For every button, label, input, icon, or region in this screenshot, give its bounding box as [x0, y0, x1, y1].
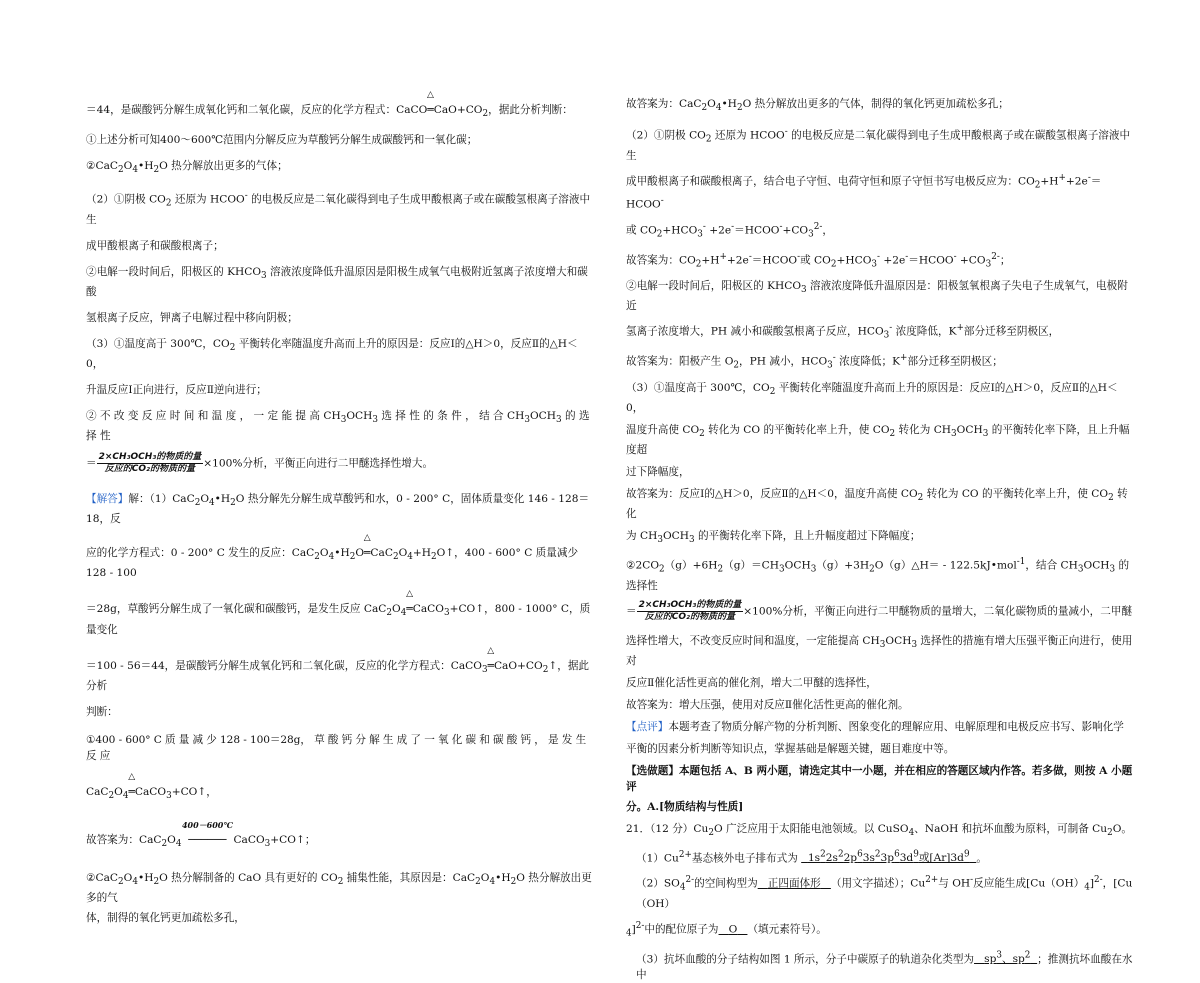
paragraph: $CaC_2O_4$ △ ═CaCO$_3$+CO↑， [86, 771, 217, 801]
paragraph: ② 不 改 变 反 应 时 间 和 温 度 ， 一 定 能 提 高 $CH_3OCH_3$ 选 择 性 的 条 件 ， 结 合 $CH_3OCH_3$ 的 选 择 性 [86, 410, 590, 443]
question-part: $_4$]$^{2-}$中的配位原子为 O （填元素符号）。 [626, 921, 827, 939]
paragraph: $②CaC_2O_4•H_2O$ 热分解制备的 CaO 具有更好的 $CO_2$ 捕集性能，其原因是：$CaC_2O_4•H_2O$ 热分解放出更多的气 [86, 871, 592, 904]
paragraph: 故答案为：$CaC_2O_4$ 400－600℃ ────── CaCO$_3$+CO↑； [86, 819, 316, 849]
paragraph: （3）①温度高于 300℃，$CO_2$ 平衡转化率随温度升高而上升的原因是：反应Ⅰ的△H＞0，反应Ⅱ的△H＜0， [626, 381, 1118, 414]
paragraph: ＝28g，草酸钙分解生成了一氧化碳和碳酸钙，是发生反应 $CaC_2O_4$ △ ═CaCO$_3$+CO↑，800 - 1000° C，质量变化 [86, 589, 591, 636]
section-heading: 【选做题】本题包括 A、B 两小题，请选定其中一小题，并在相应的答题区域内作答。若多做，则按 A 小题评 [626, 764, 1133, 793]
left-column [86, 92, 594, 926]
paragraph: 或 $CO_2+HCO_3^-$ $+2e^-=HCOO^-+CO_3^{2-}$， [626, 221, 833, 240]
paragraph: ②电解一段时间后，阳极区的 $KHCO_3$ 溶液浓度降低升温原因是阳极生成氧气电极附近氢离子浓度增大和碳酸 [86, 265, 588, 298]
paragraph: 故答案为：$CaC_2O_4•H_2O$ 热分解放出更多的气体，制得的氧化钙更加疏松多孔； [626, 98, 1009, 114]
paragraph: ＝ $\frac{\text{2×CH₃OCH₃的物质的量}}{\text{反应的CO₂的物质的量}}$ ×100%分析，平衡正向进行二甲醚选择性增大。 [86, 452, 434, 475]
reaction-condition: 400－600℃ [181, 819, 233, 830]
paragraph: 判断： [86, 705, 118, 718]
heat-symbol: △ [128, 771, 136, 782]
comment-tag: 【点评】 [626, 720, 669, 733]
question-part: （3）抗坏血酸的分子结构如图 1 所示，分子中碳原子的轨道杂化类型为 $sp^3$、$sp^2$ ；推测抗坏血酸在水中 [636, 950, 1133, 982]
paragraph: 氢离子浓度增大，PH 减小和碳酸氢根离子反应，$HCO_3^-$ 浓度降低，K+部分迁移至阴极区， [626, 323, 1060, 341]
paragraph: 升温反应Ⅰ正向进行，反应Ⅱ逆向进行； [86, 384, 267, 397]
heat-symbol: △ [427, 90, 434, 100]
paragraph: 反应Ⅱ催化活性更高的催化剂，增大二甲醚的选择性， [626, 676, 877, 689]
heat-symbol: △ [406, 589, 413, 600]
paragraph: 为 $CH_3OCH_3$ 的平衡转化率下降，且上升幅度超过下降幅度； [626, 529, 921, 546]
question-stem: 21．（12 分）$Cu_2O$ 广泛应用于太阳能电池领域。以 CuSO$_4$、NaOH 和抗坏血酸为原料，可制备 $Cu_2O$。 [626, 822, 1132, 838]
paragraph: 氢根离子反应，钾离子电解过程中移向阴极； [86, 311, 298, 324]
paragraph: $②2CO_2(g)+6H_2(g)=CH_3OCH_3(g)+3H_2O(g)\triangle H=$ - 122.5kJ•mol$^{-1}$，结合 $CH_3OCH_3$ 的选择性 [626, 557, 1130, 592]
paragraph: 【解答】解：$(1)CaC_2O_4•H_2O$ 热分解先分解生成草酸钙和水，0 - 200° C，固体质量变化 146 - 128＝18，反 [86, 493, 590, 526]
paragraph: （3）①温度高于 300℃，$CO_2$ 平衡转化率随温度升高而上升的原因是：反应Ⅰ的△H＞0，反应Ⅱ的△H＜0， [86, 337, 578, 371]
answer-blank: $1s^22s^22p^63s^23p^63d^9$或$[Ar]3d^9$ [807, 849, 970, 865]
paragraph: ②电解一段时间后，阳极区的 $KHCO_3$ 溶液浓度降低升温原因是：阳极氢氧根离子失电子生成氧气，电极附近 [626, 280, 1128, 313]
question-part: $(1)Cu^{2+}$基态核外电子排布式为 $1s^22s^22p^63s^23p^63d^9$或$[Ar]3d^9$ 。 [636, 849, 987, 865]
right-column [626, 96, 1134, 983]
heat-symbol: △ [487, 645, 495, 656]
answer-blank: 正四面体形 [767, 877, 821, 890]
paragraph: ①400 - 600° C 质 量 减 少 128 - 100＝28g， 草 酸 钙 分 解 生 成 了 一 氧 化 碳 和 碳 酸 钙 ， 是 发 生 反 应 [86, 733, 587, 762]
paragraph: 平衡的因素分析判断等知识点，掌握基础是解题关键，题目难度中等。 [626, 742, 955, 755]
paragraph: 过下降幅度， [626, 465, 690, 478]
heat-symbol: △ [363, 533, 371, 544]
selectivity-fraction: $\frac{\text{2×CH₃OCH₃的物质的量}}{\text{反应的CO₂的物质的量}}$ [98, 452, 202, 475]
paragraph: 成甲酸根离子和碳酸根离子，结合电子守恒、电荷守恒和原子守恒书写电极反应为：$CO_2+H^++2e^-=HCOO^-$ [626, 172, 1102, 211]
selectivity-fraction: $\frac{\text{2×CH₃OCH₃的物质的量}}{\text{反应的CO₂的物质的量}}$ [638, 599, 742, 622]
paragraph: （2）①阴极 $CO_2$ 还原为 HCOO- 的电极反应是二氧化碳得到电子生成甲酸根离子或在碳酸氢根离子溶液中生 [626, 127, 1131, 162]
paragraph: （2）①阴极 $CO_2$ 还原为 HCOO- 的电极反应是二氧化碳得到电子生成甲酸根离子或在碳酸氢根离子溶液中生 [86, 191, 591, 226]
paragraph: 故答案为：阳极产生 $O_2$，PH 减小，$HCO_3^-$ 浓度降低；K+部分迁移至阴极区； [626, 352, 1003, 371]
paragraph: 温度升高使 $CO_2$ 转化为 CO 的平衡转化率上升，使 $CO_2$ 转化为 $CH_3OCH_3$ 的平衡转化率下降，且上升幅度超 [626, 423, 1130, 456]
answer-tag: 【解答】 [86, 493, 129, 506]
answer-blank: O [728, 923, 738, 936]
paragraph: 成甲酸根离子和碳酸根离子； [86, 239, 224, 252]
paragraph: 【点评】本题考查了物质分解产物的分析判断、图象变化的理解应用、电解原理和电极反应书写、影响化学 [626, 720, 1124, 733]
paragraph: 故答案为：$CO_2+H^++2e^-=HCOO^-$或 $CO_2+HCO_3^-$ +2e-＝HCOO- $+CO_3^{2-}$； [626, 251, 1011, 270]
paragraph: 选择性增大，不改变反应时间和温度，一定能提高 $CH_3OCH_3$ 选择性的措施有增大压强平衡正向进行，使用对 [626, 634, 1133, 667]
section-subheading: 分。A.[物质结构与性质] [626, 800, 744, 813]
paragraph: 故答案为：增大压强，使用对反应Ⅱ催化活性更高的催化剂。 [626, 698, 909, 711]
question-part: $(2)SO_4^{2-}$的空间构型为 正四面体形 （用文字描述）；$Cu^{2+}$与 OH-反应能生成$[Cu(OH)_4]^{2-}$，[Cu（OH） [636, 875, 1133, 911]
paragraph: ＝100 - 56＝44，是碳酸钙分解生成氧化钙和二氧化碳，反应的化学方程式：CaCO$_3$ △ $═CaO+CO_2↑$，据此分析 [86, 645, 590, 692]
paragraph: 体，制得的氧化钙更加疏松多孔， [86, 911, 245, 924]
paragraph: 故答案为：反应Ⅰ的△H＞0，反应Ⅱ的△H＜0，温度升高使 $CO_2$ 转化为 CO 的平衡转化率上升，使 $CO_2$ 转化 [626, 487, 1128, 520]
answer-blank: $sp^3$、$sp^2$ [984, 950, 1031, 966]
paragraph: $②CaC_2O_4•H_2O$ 热分解放出更多的气体； [86, 160, 288, 176]
paragraph: 应的化学方程式：0 - 200° C 发生的反应：$CaC_2O_4•H_2O$ △ $═CaC_2O_4+H_2O↑$，400 - 600° C 质量减少 128 - 100 [86, 533, 579, 580]
paragraph: ＝ $\frac{\text{2×CH₃OCH₃的物质的量}}{\text{反应的CO₂的物质的量}}$ ×100%分析，平衡正向进行二甲醚物质的量增大，二氧化碳物质的量减小，二甲醚 [626, 599, 1132, 622]
paragraph: ①上述分析可知400～600℃范围内分解反应为草酸钙分解生成碳酸钙和一氧化碳； [86, 134, 478, 147]
paragraph: ＝44，是碳酸钙分解生成氧化钙和二氧化碳，反应的化学方程式：CaCO △ $═CaO+CO_2$，据此分析判断： [86, 90, 573, 120]
